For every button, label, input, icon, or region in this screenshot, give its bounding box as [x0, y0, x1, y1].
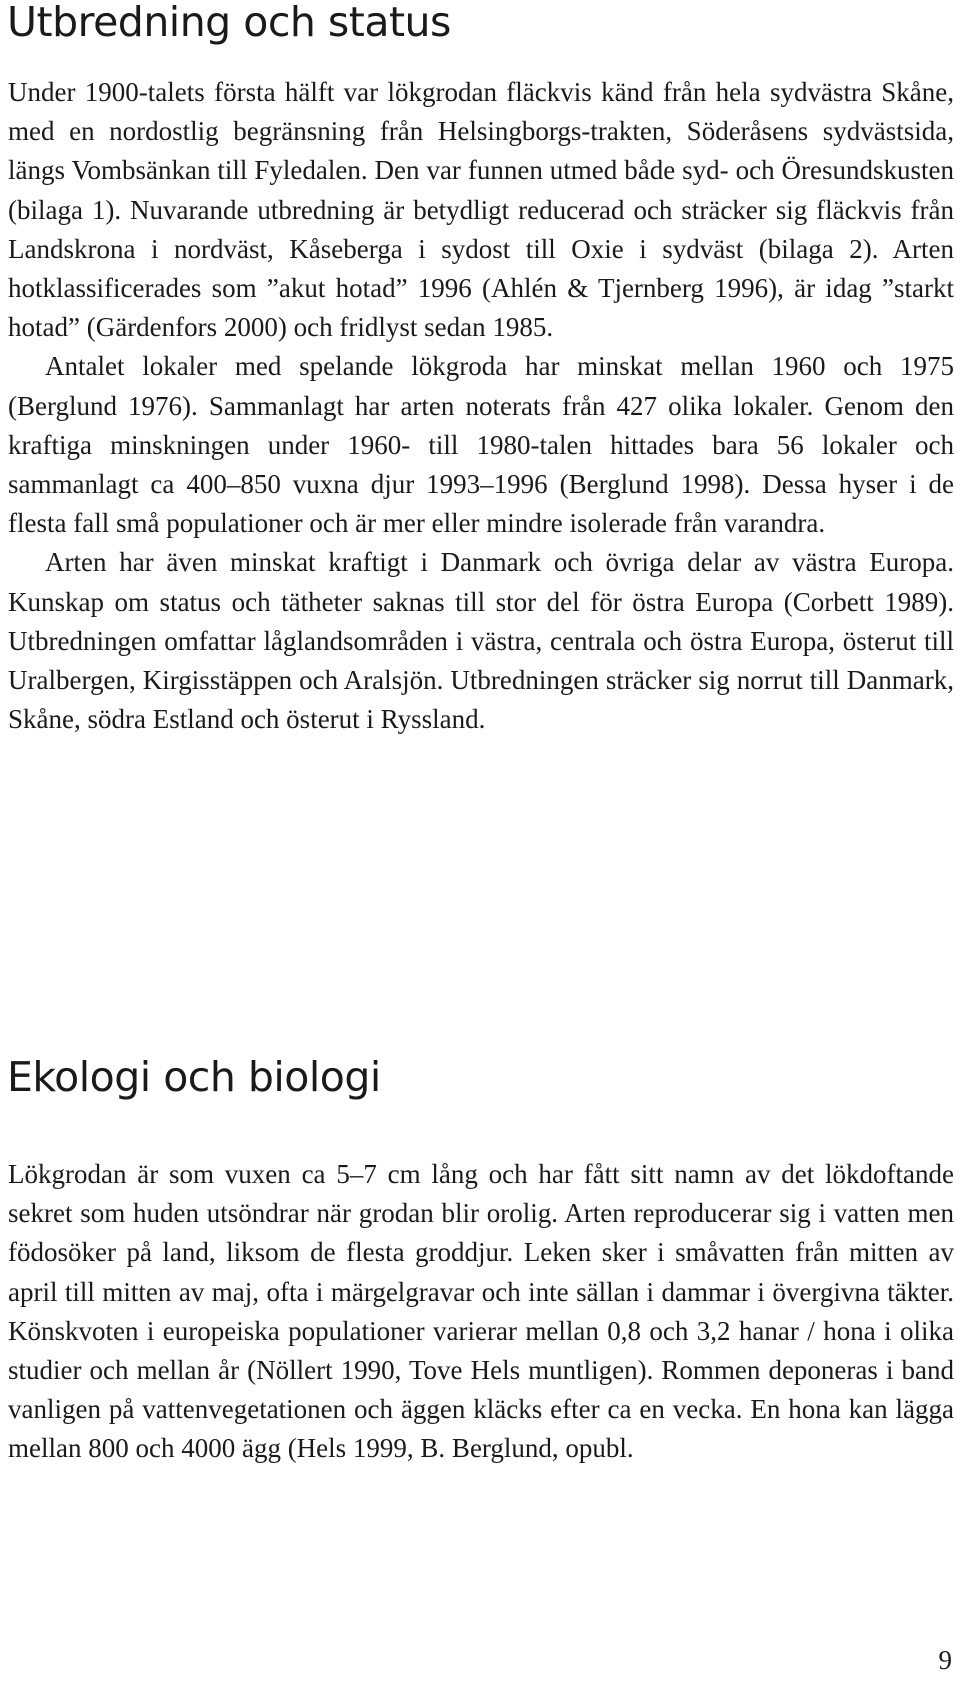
page-number: 9 — [938, 1645, 952, 1675]
section-heading-ekologi: Ekologi och biologi — [7, 1053, 381, 1101]
paragraph: Under 1900-talets första hälft var lökgrodan fläckvis känd från hela sydvästra Skåne, med en nordostlig begränsning från Helsingborgs-trakten, Söderåsens sydvästsida, längs Vombsänkan till Fyledalen. Den var funnen utmed både syd- och Öresundskusten (bilaga 1). Nuvarande utbredning är betydligt reducerad och sträcker sig fläckvis från Landskrona i nordväst, Kåseberga i sydost till Oxie i sydväst (bilaga 2). Arten hotklassificerades som ”akut hotad” 1996 (Ahlén & Tjernberg 1996), är idag ”starkt hotad” (Gärdenfors 2000) och fridlyst sedan 1985. — [8, 77, 954, 343]
paragraph: Arten har även minskat kraftigt i Danmark och övriga delar av västra Europa. Kunskap om status och tätheter saknas till stor del för östra Europa (Corbett 1989). Utbredningen omfattar låglandsområden i västra, centrala och östra Europa, österut till Uralbergen, Kirgisstäppen och Aralsjön. Utbredningen sträcker sig norrut till Danmark, Skåne, södra Estland och österut i Ryssland. — [8, 547, 954, 735]
section-body-ekologi — [8, 1155, 954, 1469]
section-body-utbredning — [8, 73, 954, 739]
paragraph: Lökgrodan är som vuxen ca 5–7 cm lång och har fått sitt namn av det lökdoftande sekret som huden utsöndrar när grodan blir orolig. Arten reproducerar sig i vatten men födosöker på land, liksom de flesta groddjur. Leken sker i småvatten från mitten av april till mitten av maj, ofta i märgelgravar och inte sällan i dammar i övergivna täkter. Könskvoten i europeiska populationer varierar mellan 0,8 och 3,2 hanar / hona i olika studier och mellan år (Nöllert 1990, Tove Hels muntligen). Rommen deponeras i band vanligen på vattenvegetationen och äggen kläcks efter ca en vecka. En hona kan lägga mellan 800 och 4000 ägg (Hels 1999, B. Berglund, opubl. — [8, 1159, 954, 1464]
section-heading-utbredning: Utbredning och status — [7, 0, 451, 46]
paragraph: Antalet lokaler med spelande lökgroda har minskat mellan 1960 och 1975 (Berglund 1976). Sammanlagt har arten noterats från 427 olika lokaler. Genom den kraftiga minskningen under 1960- till 1980-talen hittades bara 56 lokaler och sammanlagt ca 400–850 vuxna djur 1993–1996 (Berglund 1998). Dessa hyser i de flesta fall små populationer och är mer eller mindre isolerade från varandra. — [8, 351, 954, 539]
